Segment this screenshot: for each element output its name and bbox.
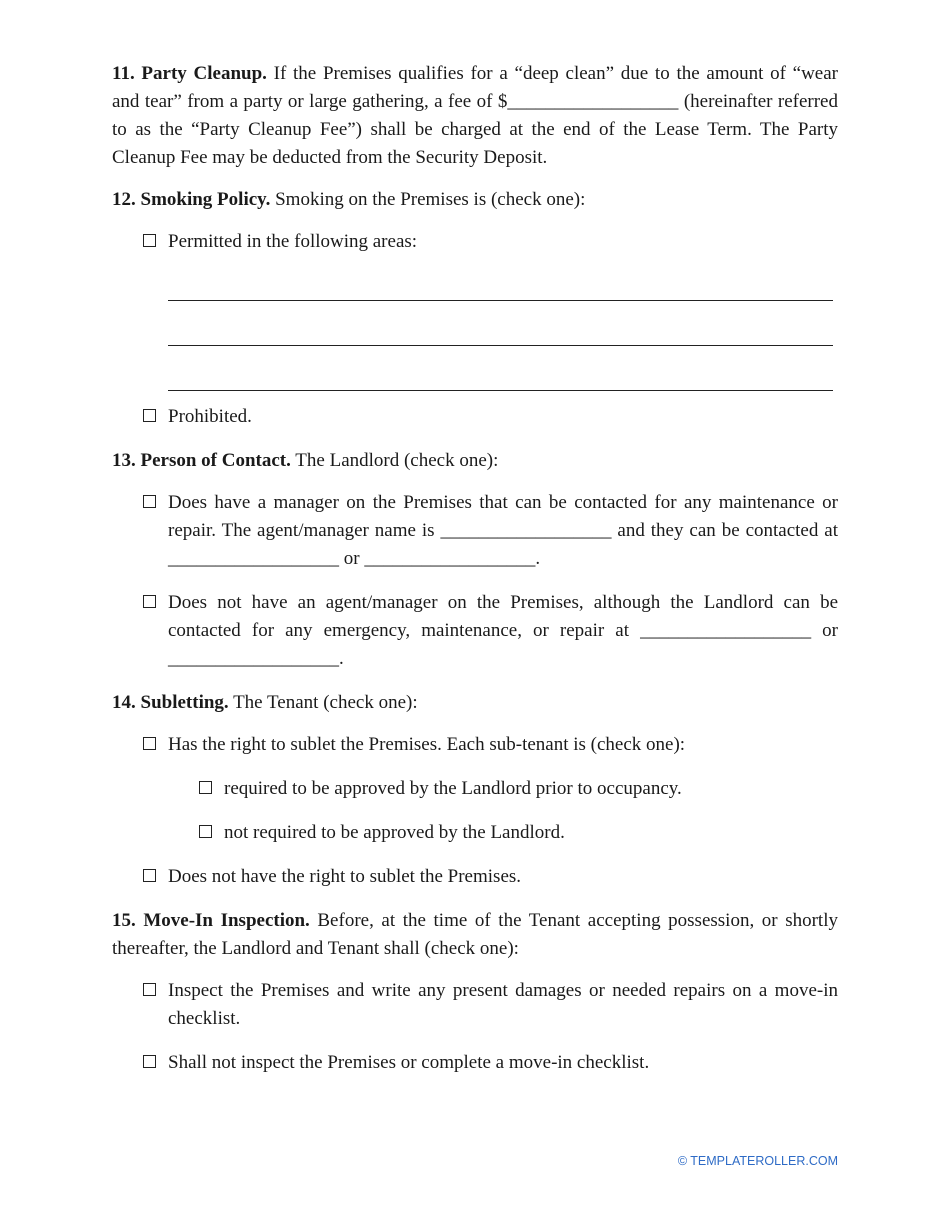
contact-landlord-text-2: or bbox=[811, 620, 838, 641]
section-11-text-2: (hereinafter referred to as the “Party Cleanup Fee”) shall be charged at the end of the Lease Term. The Party Cleanup Fee may be deducted from the Security Deposit. bbox=[112, 91, 838, 168]
section-11-heading: 11. Party Cleanup. bbox=[112, 63, 267, 84]
contact-manager-option bbox=[112, 489, 838, 573]
inspect-checkbox[interactable] bbox=[143, 983, 156, 996]
section-11-text-1: If the Premises qualifies for a “deep clean” due to the amount of “wear and tear” from a party or large gathering, a fee of $ bbox=[112, 63, 839, 112]
contact-landlord-label bbox=[168, 589, 838, 673]
subtenant-approval-required-checkbox[interactable] bbox=[199, 781, 212, 794]
contact-manager-checkbox[interactable] bbox=[143, 495, 156, 508]
contact-landlord-option bbox=[112, 589, 838, 673]
subtenant-approval-required-option bbox=[112, 775, 838, 803]
sublet-not-allowed-label: Does not have the right to sublet the Premises. bbox=[168, 866, 522, 887]
smoking-permitted-checkbox[interactable] bbox=[143, 234, 156, 247]
contact-landlord-text-1: Does not have an agent/manager on the Premises, although the Landlord can be contacted for any emergency, maintenance, or repair at bbox=[168, 592, 838, 641]
section-12-text: Smoking on the Premises is (check one): bbox=[270, 189, 586, 210]
no-inspect-label: Shall not inspect the Premises or complete a move-in checklist. bbox=[168, 1052, 650, 1073]
smoking-prohibited-checkbox[interactable] bbox=[143, 409, 156, 422]
landlord-contact-blank-2[interactable]: __________________ bbox=[168, 648, 339, 669]
smoking-areas-line-1[interactable] bbox=[168, 272, 833, 301]
subtenant-approval-not-required-option bbox=[112, 819, 838, 847]
subtenant-approval-not-required-checkbox[interactable] bbox=[199, 825, 212, 838]
contact-landlord-text-3: . bbox=[339, 648, 344, 669]
smoking-prohibited-option bbox=[112, 403, 838, 431]
sublet-allowed-checkbox[interactable] bbox=[143, 737, 156, 750]
contact-manager-text-2: and they can be contacted at bbox=[611, 520, 838, 541]
no-inspect-option bbox=[112, 1049, 838, 1077]
contact-landlord-checkbox[interactable] bbox=[143, 595, 156, 608]
section-15-heading: 15. Move-In Inspection. bbox=[112, 910, 310, 931]
party-cleanup-fee-blank[interactable]: __________________ bbox=[507, 91, 679, 112]
sublet-allowed-option bbox=[112, 731, 838, 759]
manager-contact-blank-2[interactable]: __________________ bbox=[364, 548, 536, 569]
inspect-option bbox=[112, 977, 838, 1033]
sublet-not-allowed-option bbox=[112, 863, 838, 891]
contact-manager-text-4: . bbox=[535, 548, 541, 569]
section-15 bbox=[112, 907, 838, 963]
section-12-heading: 12. Smoking Policy. bbox=[112, 189, 271, 210]
footer-credit bbox=[112, 1154, 838, 1168]
contact-manager-text-1: Does have a manager on the Premises that can be contacted for any maintenance or repair. The agent/manager name is bbox=[168, 492, 838, 541]
subtenant-approval-not-required-label: not required to be approved by the Landlord. bbox=[224, 822, 565, 843]
smoking-permitted-option bbox=[112, 228, 838, 256]
manager-name-blank[interactable]: __________________ bbox=[440, 520, 612, 541]
document-page bbox=[112, 60, 838, 1093]
subtenant-approval-required-label: required to be approved by the Landlord prior to occupancy. bbox=[224, 778, 682, 799]
section-14-text: The Tenant (check one): bbox=[228, 692, 418, 713]
section-13-heading: 13. Person of Contact. bbox=[112, 450, 291, 471]
smoking-areas-line-3[interactable] bbox=[168, 362, 833, 391]
smoking-areas-line-2[interactable] bbox=[168, 317, 833, 346]
copyright-symbol: © bbox=[677, 1154, 688, 1168]
landlord-contact-blank-1[interactable]: __________________ bbox=[640, 620, 812, 641]
contact-manager-label bbox=[168, 489, 838, 573]
no-inspect-checkbox[interactable] bbox=[143, 1055, 156, 1068]
smoking-prohibited-label: Prohibited. bbox=[168, 406, 252, 427]
templateroller-link[interactable]: TEMPLATEROLLER.COM bbox=[690, 1154, 838, 1168]
contact-manager-text-3: or bbox=[339, 548, 365, 569]
section-13 bbox=[112, 447, 838, 475]
section-12 bbox=[112, 186, 838, 214]
section-13-text: The Landlord (check one): bbox=[290, 450, 499, 471]
inspect-label: Inspect the Premises and write any present damages or needed repairs on a move-in checklist. bbox=[168, 980, 838, 1029]
smoking-permitted-label: Permitted in the following areas: bbox=[168, 231, 418, 252]
section-11 bbox=[112, 60, 838, 172]
section-14-heading: 14. Subletting. bbox=[112, 692, 229, 713]
manager-contact-blank-1[interactable]: __________________ bbox=[168, 548, 339, 569]
sublet-not-allowed-checkbox[interactable] bbox=[143, 869, 156, 882]
section-15-text: Before, at the time of the Tenant accepting possession, or shortly thereafter, the Landlord and Tenant shall (check one): bbox=[112, 910, 838, 959]
sublet-allowed-label: Has the right to sublet the Premises. Each sub-tenant is (check one): bbox=[168, 734, 686, 755]
section-14 bbox=[112, 689, 838, 717]
